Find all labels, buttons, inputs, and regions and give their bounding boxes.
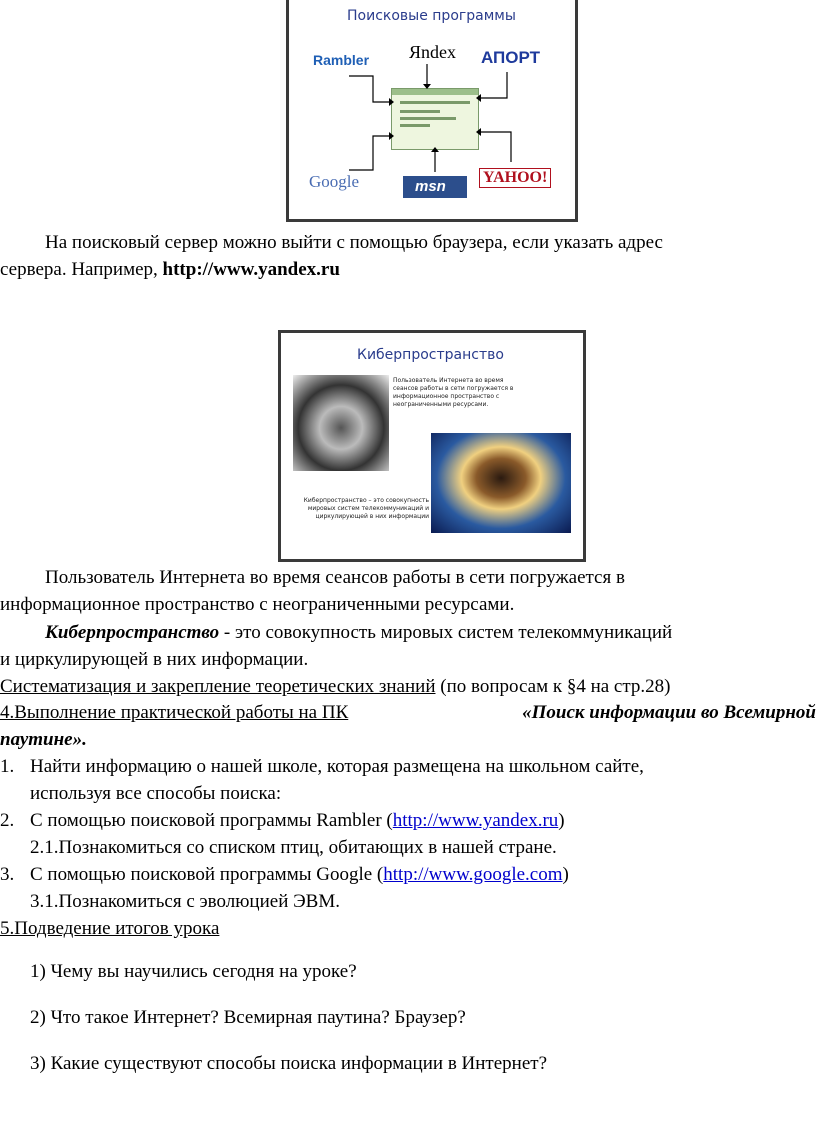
- arrows-diagram: [289, 0, 575, 222]
- yandex-logo: Яndex: [409, 42, 456, 62]
- task-3-1: [30, 888, 340, 915]
- paragraph-user-line2: информационное пространство с неограниченными ресурсами.: [0, 594, 515, 615]
- task-number: 1.: [0, 756, 15, 777]
- google-link[interactable]: http://www.google.com: [383, 864, 563, 885]
- section-systematization: [0, 673, 670, 700]
- task-3: [30, 861, 569, 888]
- task-3-suffix: ): [562, 864, 569, 885]
- task-number: 2.: [0, 810, 15, 831]
- cyber-image: [431, 433, 571, 533]
- task-2-1: [30, 834, 557, 861]
- google-logo: Google: [309, 172, 360, 191]
- paragraph-user-line1: Пользователь Интернета во время сеансов работы в сети погружается в: [45, 567, 625, 588]
- paragraph-browser: На поисковый сервер можно выйти с помощью браузера, если указать адрес: [45, 232, 663, 253]
- slide-text-right: Пользователь Интернета во время сеансов работы в сети погружается в информационное пространство с неограниченными ресурсами.: [393, 377, 514, 408]
- task-number: 3.: [0, 864, 15, 885]
- cyberspace-slide: [278, 330, 586, 562]
- definition: - это совокупность мировых систем телекоммуникаций: [219, 622, 673, 643]
- example-prefix: сервера. Например,: [0, 259, 163, 280]
- term-cyberspace: Киберпространство: [45, 622, 220, 643]
- slide-title: Поисковые программы: [347, 8, 516, 24]
- yandex-url: http://www.yandex.ru: [162, 259, 340, 280]
- slide-title: Киберпространство: [357, 347, 504, 363]
- yandex-link[interactable]: http://www.yandex.ru: [392, 810, 559, 831]
- paragraph-cyberspace: [45, 619, 672, 646]
- paragraph-cyberspace-line2: и циркулирующей в них информации.: [0, 649, 309, 670]
- question-1: 1) Чему вы научились сегодня на уроке?: [30, 961, 357, 982]
- task-2: [30, 807, 565, 834]
- task-3-text: С помощью поисковой программы Google (: [30, 864, 384, 885]
- slide-text-left: Киберпространство – это совокупность мировых систем телекоммуникаций и циркулирующей в них информации: [303, 497, 429, 520]
- msn-logo: msn: [415, 178, 446, 195]
- task-number: 2.1.: [30, 837, 59, 858]
- section-practical: [0, 699, 816, 726]
- section-note: (по вопросам к §4 на стр.28): [435, 676, 671, 697]
- section-heading: 4.Выполнение практической работы на ПК: [0, 702, 349, 723]
- task-2-1-text: Познакомиться со списком птиц, обитающих в нашей стране.: [58, 837, 557, 858]
- section-summary-heading: 5.Подведение итогов урока: [0, 918, 220, 939]
- section-heading: Систематизация и закрепление теоретических знаний: [0, 676, 436, 697]
- aport-logo: АПОРТ: [481, 48, 540, 67]
- task-1: Найти информацию о нашей школе, которая размещена на школьном сайте,: [30, 756, 644, 777]
- rambler-logo: Rambler: [313, 52, 370, 68]
- task-2-text: С помощью поисковой программы Rambler (: [30, 810, 393, 831]
- paragraph-user: [45, 564, 816, 591]
- search-engines-slide: [286, 0, 578, 222]
- task-number: 3.1.: [30, 891, 59, 912]
- practical-title-cont: паутине».: [0, 729, 87, 750]
- practical-title-line2: [0, 726, 87, 753]
- question-3: 3) Какие существуют способы поиска информации в Интернет?: [30, 1053, 547, 1074]
- task-2-suffix: ): [558, 810, 565, 831]
- yahoo-logo: YAHOO!: [479, 168, 551, 188]
- task-1-cont: используя все способы поиска:: [30, 783, 282, 804]
- paragraph-browser-line2: [0, 256, 340, 283]
- question-2: 2) Что такое Интернет? Всемирная паутина? Браузер?: [30, 1007, 466, 1028]
- practical-title: «Поиск информации во Всемирной: [522, 702, 816, 723]
- task-3-1-text: Познакомиться с эволюцией ЭВМ.: [58, 891, 340, 912]
- bw-photo: [293, 375, 389, 471]
